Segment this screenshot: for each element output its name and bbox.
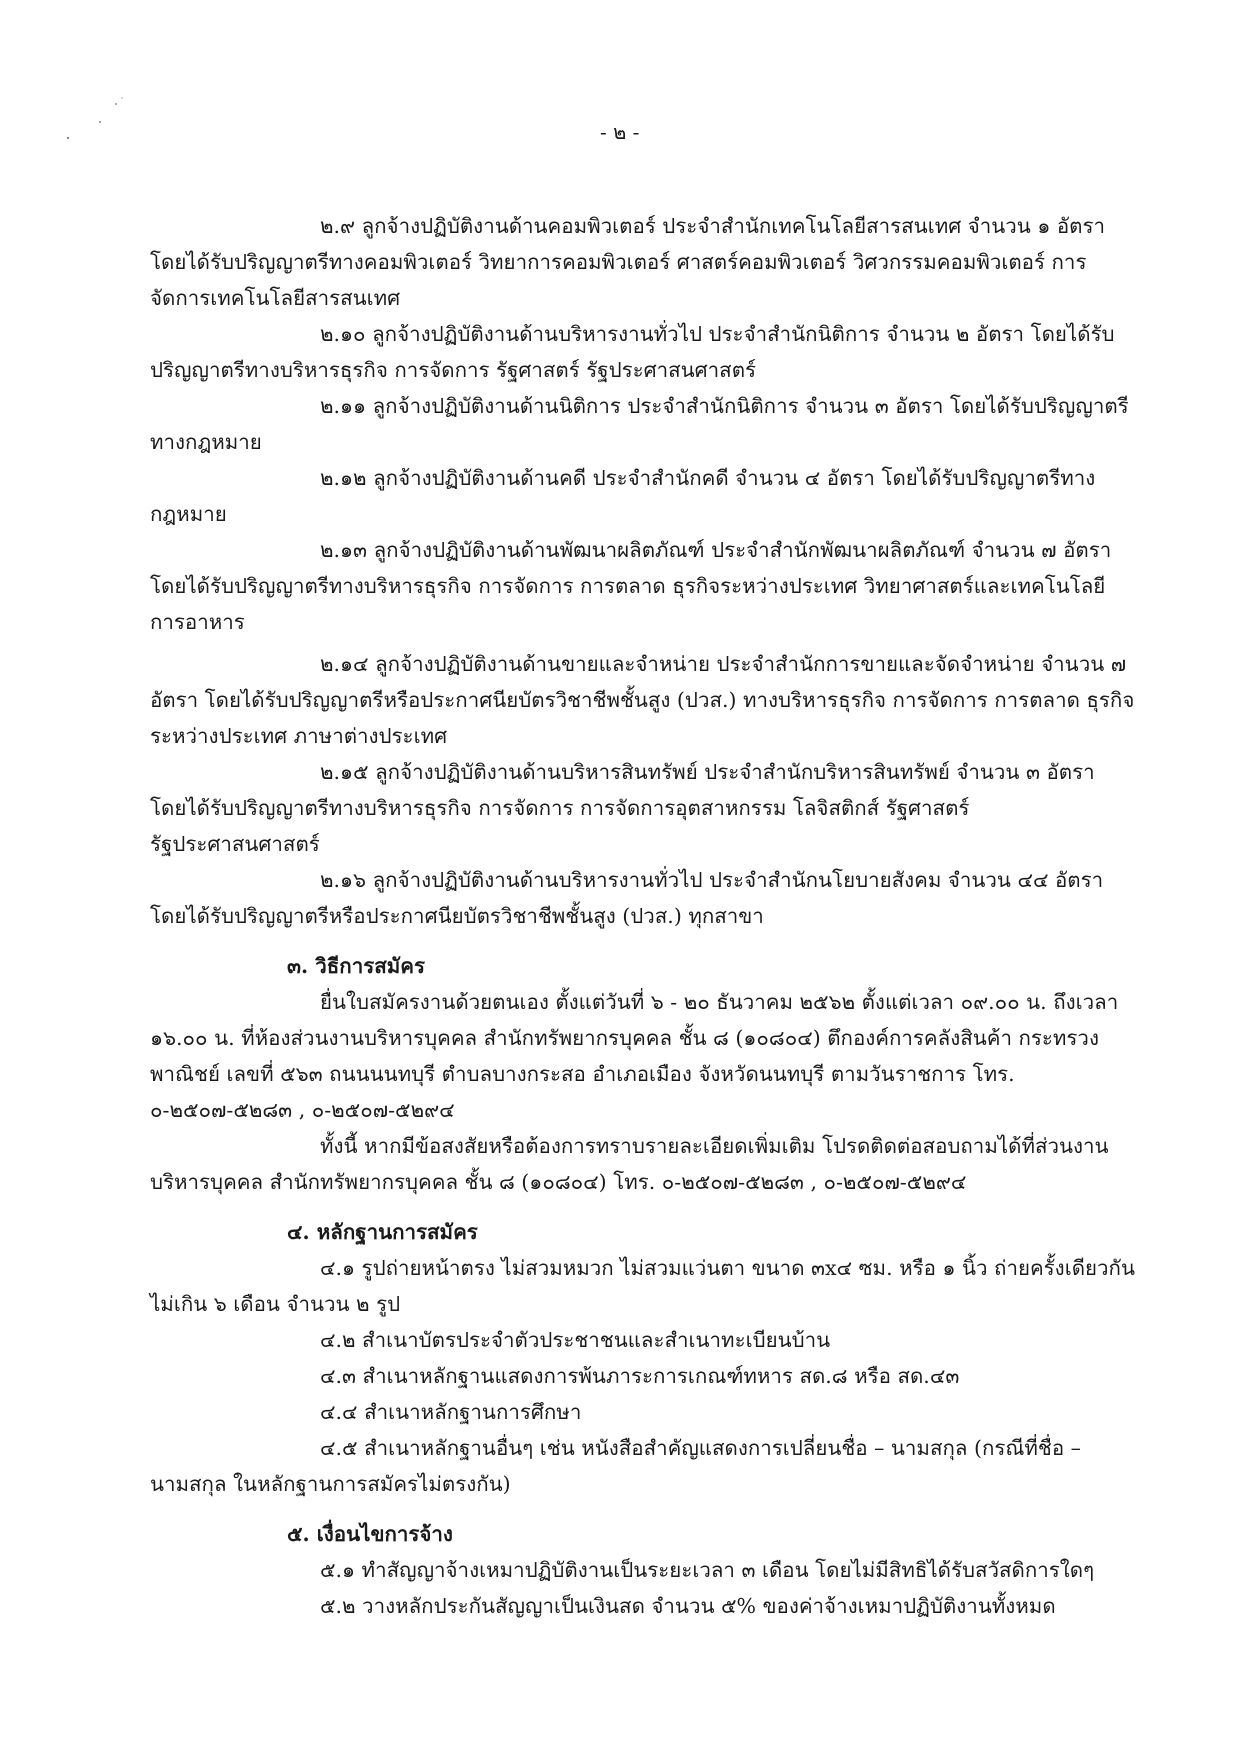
list-item: ๒.๑๐ ลูกจ้างปฏิบัติงานด้านบริหารงานทั่วไป ประจำสำนักนิติการ จำนวน ๒ อัตรา โดยได้รับปริญญาตรีทางบริหารธุรกิจ การจัดการ รัฐศาสตร์ รัฐประศาสนศาสตร์ (150, 322, 1115, 382)
section-3-heading: ๓. วิธีการสมัคร (287, 954, 425, 978)
section-5-heading: ๕. เงื่อนไขการจ้าง (287, 1522, 453, 1546)
list-item: ๔.๕ สำเนาหลักฐานอื่นๆ เช่น หนังสือสำคัญแสดงการเปลี่ยนชื่อ – นามสกุล (กรณีที่ชื่อ – นามสกุล ในหลักฐานการสมัครไม่ตรงกัน) (150, 1436, 1081, 1496)
section-4-heading: ๔. หลักฐานการสมัคร (287, 1220, 478, 1244)
scan-specks (60, 90, 140, 150)
list-item: ๕.๒ วางหลักประกันสัญญาเป็นเงินสด จำนวน ๕% ของค่าจ้างเหมาปฏิบัติงานทั้งหมด (320, 1594, 1056, 1618)
list-item: ๒.๙ ลูกจ้างปฏิบัติงานด้านคอมพิวเตอร์ ประจำสำนักเทคโนโลยีสารสนเทศ จำนวน ๑ อัตรา โดยได้รับปริญญาตรีทางคอมพิวเตอร์ วิทยาการคอมพิวเตอร์ ศาสตร์คอมพิวเตอร์ วิศวกรรมคอมพิวเตอร์ การจัดการเทคโนโลยีสารสนเทศ (150, 214, 1105, 310)
list-item: ๒.๑๖ ลูกจ้างปฏิบัติงานด้านบริหารงานทั่วไป ประจำสำนักนโยบายสังคม จำนวน ๔๔ อัตรา โดยได้รับปริญญาตรีหรือประกาศนียบัตรวิชาชีพชั้นสูง (ปวส.) ทุกสาขา (150, 868, 1104, 928)
list-item: ๔.๑ รูปถ่ายหน้าตรง ไม่สวมหมวก ไม่สวมแว่นตา ขนาด ๓x๔ ซม. หรือ ๑ นิ้ว ถ่ายครั้งเดียวกัน ไม่เกิน ๖ เดือน จำนวน ๒ รูป (150, 1256, 1135, 1316)
list-item: ๕.๑ ทำสัญญาจ้างเหมาปฏิบัติงานเป็นระยะเวลา ๓ เดือน โดยไม่มีสิทธิได้รับสวัสดิการใดๆ (320, 1558, 1095, 1582)
section-2-list (150, 208, 1135, 934)
section-3-paragraph-1: ยื่นใบสมัครงานด้วยตนเอง ตั้งแต่วันที่ ๖ - ๒๐ ธันวาคม ๒๕๖๒ ตั้งแต่เวลา ๐๙.๐๐ น. ถึงเวลา ๑๖.๐๐ น. ที่ห้องส่วนงานบริหารบุคคล สำนักทรัพยากรบุคคล ชั้น ๘ (๑๐๘๐๔) ตึกองค์การคลังสินค้า กระทรวงพาณิชย์ เลขที่ ๕๖๓ ถนนนนทบุรี ตำบลบางกระสอ อำเภอเมือง จังหวัดนนทบุรี ตามวันราชการ โทร. ๐-๒๕๐๗-๕๒๘๓ , ๐-๒๕๐๗-๕๒๙๔ (150, 990, 1119, 1122)
list-item: ๒.๑๑ ลูกจ้างปฏิบัติงานด้านนิติการ ประจำสำนักนิติการ จำนวน ๓ อัตรา โดยได้รับปริญญาตรีทางกฎหมาย (150, 394, 1129, 454)
list-item: ๒.๑๒ ลูกจ้างปฏิบัติงานด้านคดี ประจำสำนักคดี จำนวน ๔ อัตรา โดยได้รับปริญญาตรีทางกฎหมาย (150, 466, 1096, 526)
list-item: ๔.๔ สำเนาหลักฐานการศึกษา (320, 1400, 582, 1424)
document-body (150, 208, 1135, 1624)
list-item: ๔.๓ สำเนาหลักฐานแสดงการพ้นภาระการเกณฑ์ทหาร สด.๘ หรือ สด.๔๓ (320, 1364, 960, 1388)
list-item: ๒.๑๕ ลูกจ้างปฏิบัติงานด้านบริหารสินทรัพย์ ประจำสำนักบริหารสินทรัพย์ จำนวน ๓ อัตรา โดยได้รับปริญญาตรีทางบริหารธุรกิจ การจัดการ การจัดการอุตสาหกรรม โลจิสติกส์ รัฐศาสตร์ รัฐประศาสนศาสตร์ (150, 760, 1095, 856)
section-3-paragraph-2: ทั้งนี้ หากมีข้อสงสัยหรือต้องการทราบรายละเอียดเพิ่มเติม โปรดติดต่อสอบถามได้ที่ส่วนงานบริหารบุคคล สำนักทรัพยากรบุคคล ชั้น ๘ (๑๐๘๐๔) โทร. ๐-๒๕๐๗-๕๒๘๓ , ๐-๒๕๐๗-๕๒๙๔ (150, 1134, 1109, 1194)
list-item: ๔.๒ สำเนาบัตรประจำตัวประชาชนและสำเนาทะเบียนบ้าน (320, 1328, 831, 1352)
page-number: - ๒ - (600, 120, 640, 144)
list-item: ๒.๑๓ ลูกจ้างปฏิบัติงานด้านพัฒนาผลิตภัณฑ์ ประจำสำนักพัฒนาผลิตภัณฑ์ จำนวน ๗ อัตรา โดยได้รับปริญญาตรีทางบริหารธุรกิจ การจัดการ การตลาด ธุรกิจระหว่างประเทศ วิทยาศาสตร์และเทคโนโลยีการอาหาร (150, 538, 1112, 634)
list-item: ๒.๑๔ ลูกจ้างปฏิบัติงานด้านขายและจำหน่าย ประจำสำนักการขายและจัดจำหน่าย จำนวน ๗ อัตรา โดยได้รับปริญญาตรีหรือประกาศนียบัตรวิชาชีพชั้นสูง (ปวส.) ทางบริหารธุรกิจ การจัดการ การตลาด ธุรกิจระหว่างประเทศ ภาษาต่างประเทศ (150, 652, 1135, 748)
